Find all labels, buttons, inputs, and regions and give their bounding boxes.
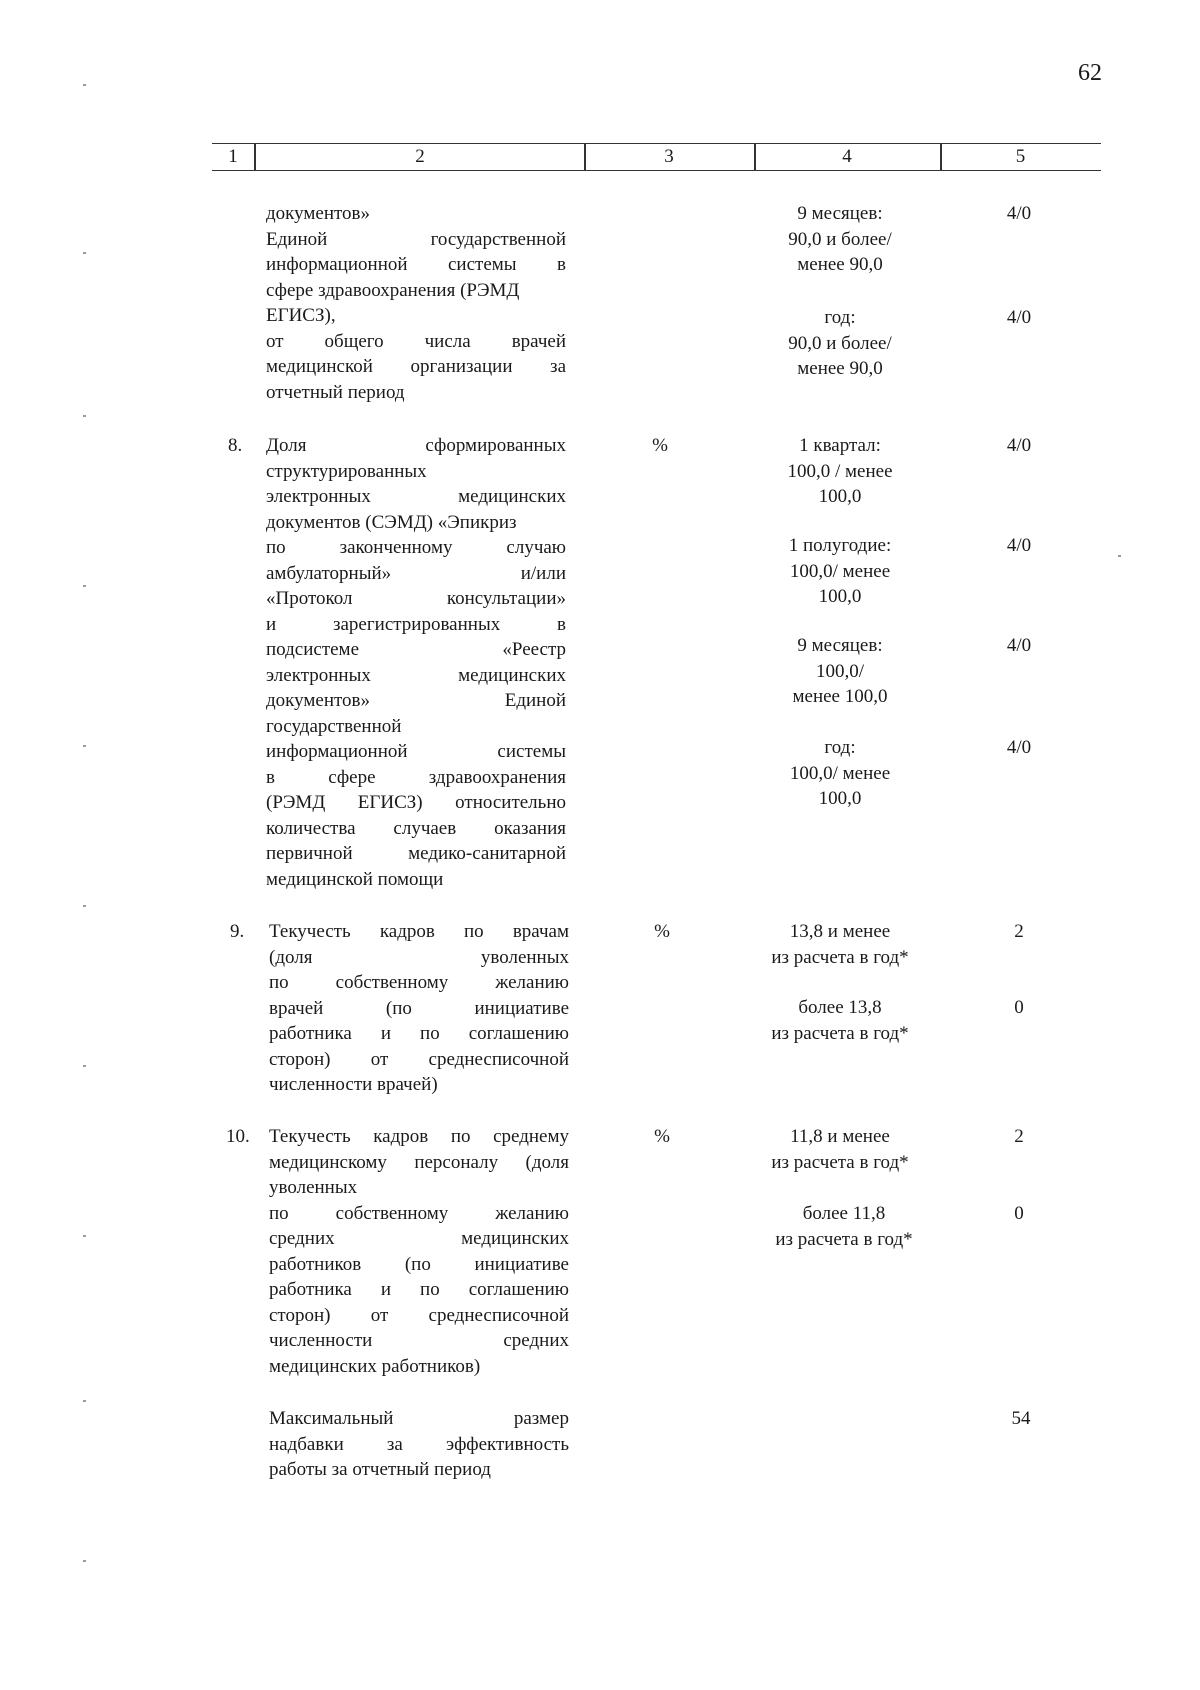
desc-line: информационной системы в	[266, 254, 566, 275]
header-col-5: 5	[1015, 146, 1026, 167]
desc-line: Единой государственной	[266, 228, 566, 250]
scan-speck	[83, 252, 86, 254]
desc-line: сфере здравоохранения (РЭМД	[266, 279, 520, 301]
criterion-line: менее 90,0	[797, 254, 883, 275]
desc-line: по законченному случаю	[266, 537, 566, 558]
desc-line: врачей (по инициативе	[269, 997, 569, 1019]
row-8-score-1: 4/0	[1006, 435, 1032, 456]
scan-speck	[83, 1560, 86, 1562]
row-cont-criterion-2	[740, 305, 940, 382]
scan-speck	[83, 415, 86, 417]
desc-line: по собственному желанию	[269, 1202, 569, 1224]
desc-line: работы за отчетный период	[269, 1459, 491, 1480]
scan-speck	[83, 1235, 86, 1237]
scan-speck	[1118, 555, 1121, 557]
desc-line: подсистеме «Реестр	[266, 639, 566, 660]
scan-speck	[83, 1065, 86, 1067]
row-cont-score-1: 4/0	[1006, 203, 1032, 224]
scan-speck	[83, 905, 86, 907]
row-cont-criterion-1	[740, 201, 940, 278]
desc-line: (доля уволенных	[269, 946, 569, 968]
desc-line: сторон) от среднесписочной	[269, 1304, 569, 1326]
row-9-criterion-2	[740, 995, 940, 1046]
row-cont-description	[266, 201, 566, 405]
criterion-line: 100,0/ менее	[789, 560, 891, 582]
desc-line: структурированных	[266, 460, 427, 482]
desc-line: первичной медико-санитарной	[266, 843, 566, 864]
desc-line: документов»	[266, 203, 371, 224]
row-9-unit: %	[654, 921, 670, 942]
desc-line: документов (СЭМД) «Эпикриз	[266, 511, 517, 533]
criterion-line: 100,0	[818, 788, 862, 809]
criterion-line: 9 месяцев:	[797, 635, 883, 656]
header-col-2: 2	[256, 144, 586, 170]
desc-line: (РЭМД ЕГИСЗ) относительно	[266, 792, 566, 813]
desc-line: отчетный период	[266, 381, 405, 403]
criterion-line: 90,0 и более/	[788, 332, 892, 354]
criterion-line: из расчета в год*	[771, 1151, 909, 1173]
row-10-score-1: 2	[1014, 1126, 1024, 1147]
desc-line: в сфере здравоохранения	[266, 766, 566, 788]
row-10-unit: %	[654, 1126, 670, 1147]
row-8-unit: %	[652, 435, 668, 456]
criterion-line: менее 90,0	[797, 358, 883, 379]
criterion-line: 100,0	[818, 486, 862, 507]
criterion-line: более 11,8	[802, 1203, 886, 1224]
criterion-line: из расчета в год*	[771, 1022, 909, 1044]
desc-line: медицинской организации за	[266, 356, 566, 377]
desc-line: по собственному желанию	[269, 972, 569, 993]
desc-line: государственной	[266, 715, 402, 737]
row-10-criterion-2	[744, 1201, 944, 1252]
criterion-line: менее 100,0	[792, 686, 888, 707]
row-8-score-2: 4/0	[1006, 535, 1032, 556]
row-8-score-3: 4/0	[1006, 635, 1032, 656]
desc-line: уволенных	[269, 1177, 358, 1198]
desc-line: электронных медицинских	[266, 486, 566, 507]
desc-line: численности средних	[269, 1330, 569, 1351]
row-8-score-4: 4/0	[1006, 737, 1032, 758]
header-col-4: 4	[754, 144, 942, 170]
desc-line: медицинскому персоналу (доля	[269, 1151, 569, 1173]
criterion-line: 9 месяцев:	[797, 203, 883, 224]
criterion-line: 1 полугодие:	[788, 535, 892, 556]
desc-line: Доля сформированных	[266, 435, 566, 456]
desc-line: медицинской помощи	[266, 868, 444, 890]
desc-line: от общего числа врачей	[266, 330, 566, 352]
desc-line: работника и по соглашению	[269, 1279, 569, 1300]
row-8-number: 8.	[228, 435, 243, 456]
row-9-number: 9.	[230, 921, 245, 942]
desc-line: Максимальный размер	[269, 1408, 569, 1429]
criterion-line: из расчета в год*	[775, 1228, 913, 1250]
desc-line: амбулаторный» и/или	[266, 562, 566, 584]
desc-line: средних медицинских	[269, 1228, 569, 1249]
row-8-criterion-1	[740, 433, 940, 510]
desc-line: «Протокол консультации»	[266, 588, 566, 609]
row-10-criterion-1	[740, 1124, 940, 1175]
row-8-criterion-3	[740, 633, 940, 710]
criterion-line: 100,0 / менее	[787, 460, 893, 482]
row-9-score-2: 0	[1014, 997, 1024, 1018]
row-9-description	[269, 919, 569, 1098]
desc-line: информационной системы	[266, 741, 566, 762]
header-col-1: 1	[212, 144, 256, 170]
scan-speck	[83, 585, 86, 587]
desc-line: Текучесть кадров по врачам	[269, 921, 569, 942]
row-10-number: 10.	[226, 1126, 250, 1147]
row-10-score-2: 0	[1014, 1203, 1024, 1224]
desc-line: работников (по инициативе	[269, 1253, 569, 1275]
row-cont-score-2: 4/0	[1006, 307, 1032, 328]
row-10-description	[269, 1124, 569, 1379]
page-number: 62	[1078, 60, 1102, 86]
desc-line: электронных медицинских	[266, 664, 566, 686]
scan-speck	[83, 745, 86, 747]
row-9-criterion-1	[740, 919, 940, 970]
row-9-score-1: 2	[1014, 921, 1024, 942]
header-col-3: 3	[584, 144, 756, 170]
desc-line: работника и по соглашению	[269, 1023, 569, 1044]
max-allowance-score: 54	[1011, 1408, 1031, 1429]
scan-speck	[83, 84, 86, 86]
desc-line: ЕГИСЗ),	[266, 305, 336, 326]
criterion-line: 1 квартал:	[799, 435, 881, 456]
row-8-criterion-2	[740, 533, 940, 610]
criterion-line: 11,8 и менее	[790, 1126, 890, 1147]
criterion-line: год:	[824, 737, 856, 758]
desc-line: надбавки за эффективность	[269, 1433, 569, 1455]
desc-line: документов» Единой	[266, 690, 566, 711]
criterion-line: более 13,8	[798, 997, 882, 1018]
desc-line: сторон) от среднесписочной	[269, 1048, 569, 1070]
criterion-line: год:	[824, 307, 856, 328]
row-8-description	[266, 433, 566, 892]
max-allowance-description	[269, 1406, 569, 1483]
criterion-line: 100,0/	[815, 660, 865, 682]
desc-line: и зарегистрированных в	[266, 613, 566, 635]
row-8-criterion-4	[740, 735, 940, 812]
criterion-line: 100,0	[818, 586, 862, 607]
criterion-line: из расчета в год*	[771, 946, 909, 968]
criterion-line: 13,8 и менее	[789, 921, 891, 942]
scan-speck	[83, 1400, 86, 1402]
table-header-row	[212, 143, 1101, 171]
desc-line: численности врачей)	[269, 1074, 438, 1095]
desc-line: количества случаев оказания	[266, 817, 566, 839]
criterion-line: 90,0 и более/	[788, 228, 892, 250]
desc-line: Текучесть кадров по среднему	[269, 1126, 569, 1147]
criterion-line: 100,0/ менее	[789, 762, 891, 784]
desc-line: медицинских работников)	[269, 1355, 481, 1377]
